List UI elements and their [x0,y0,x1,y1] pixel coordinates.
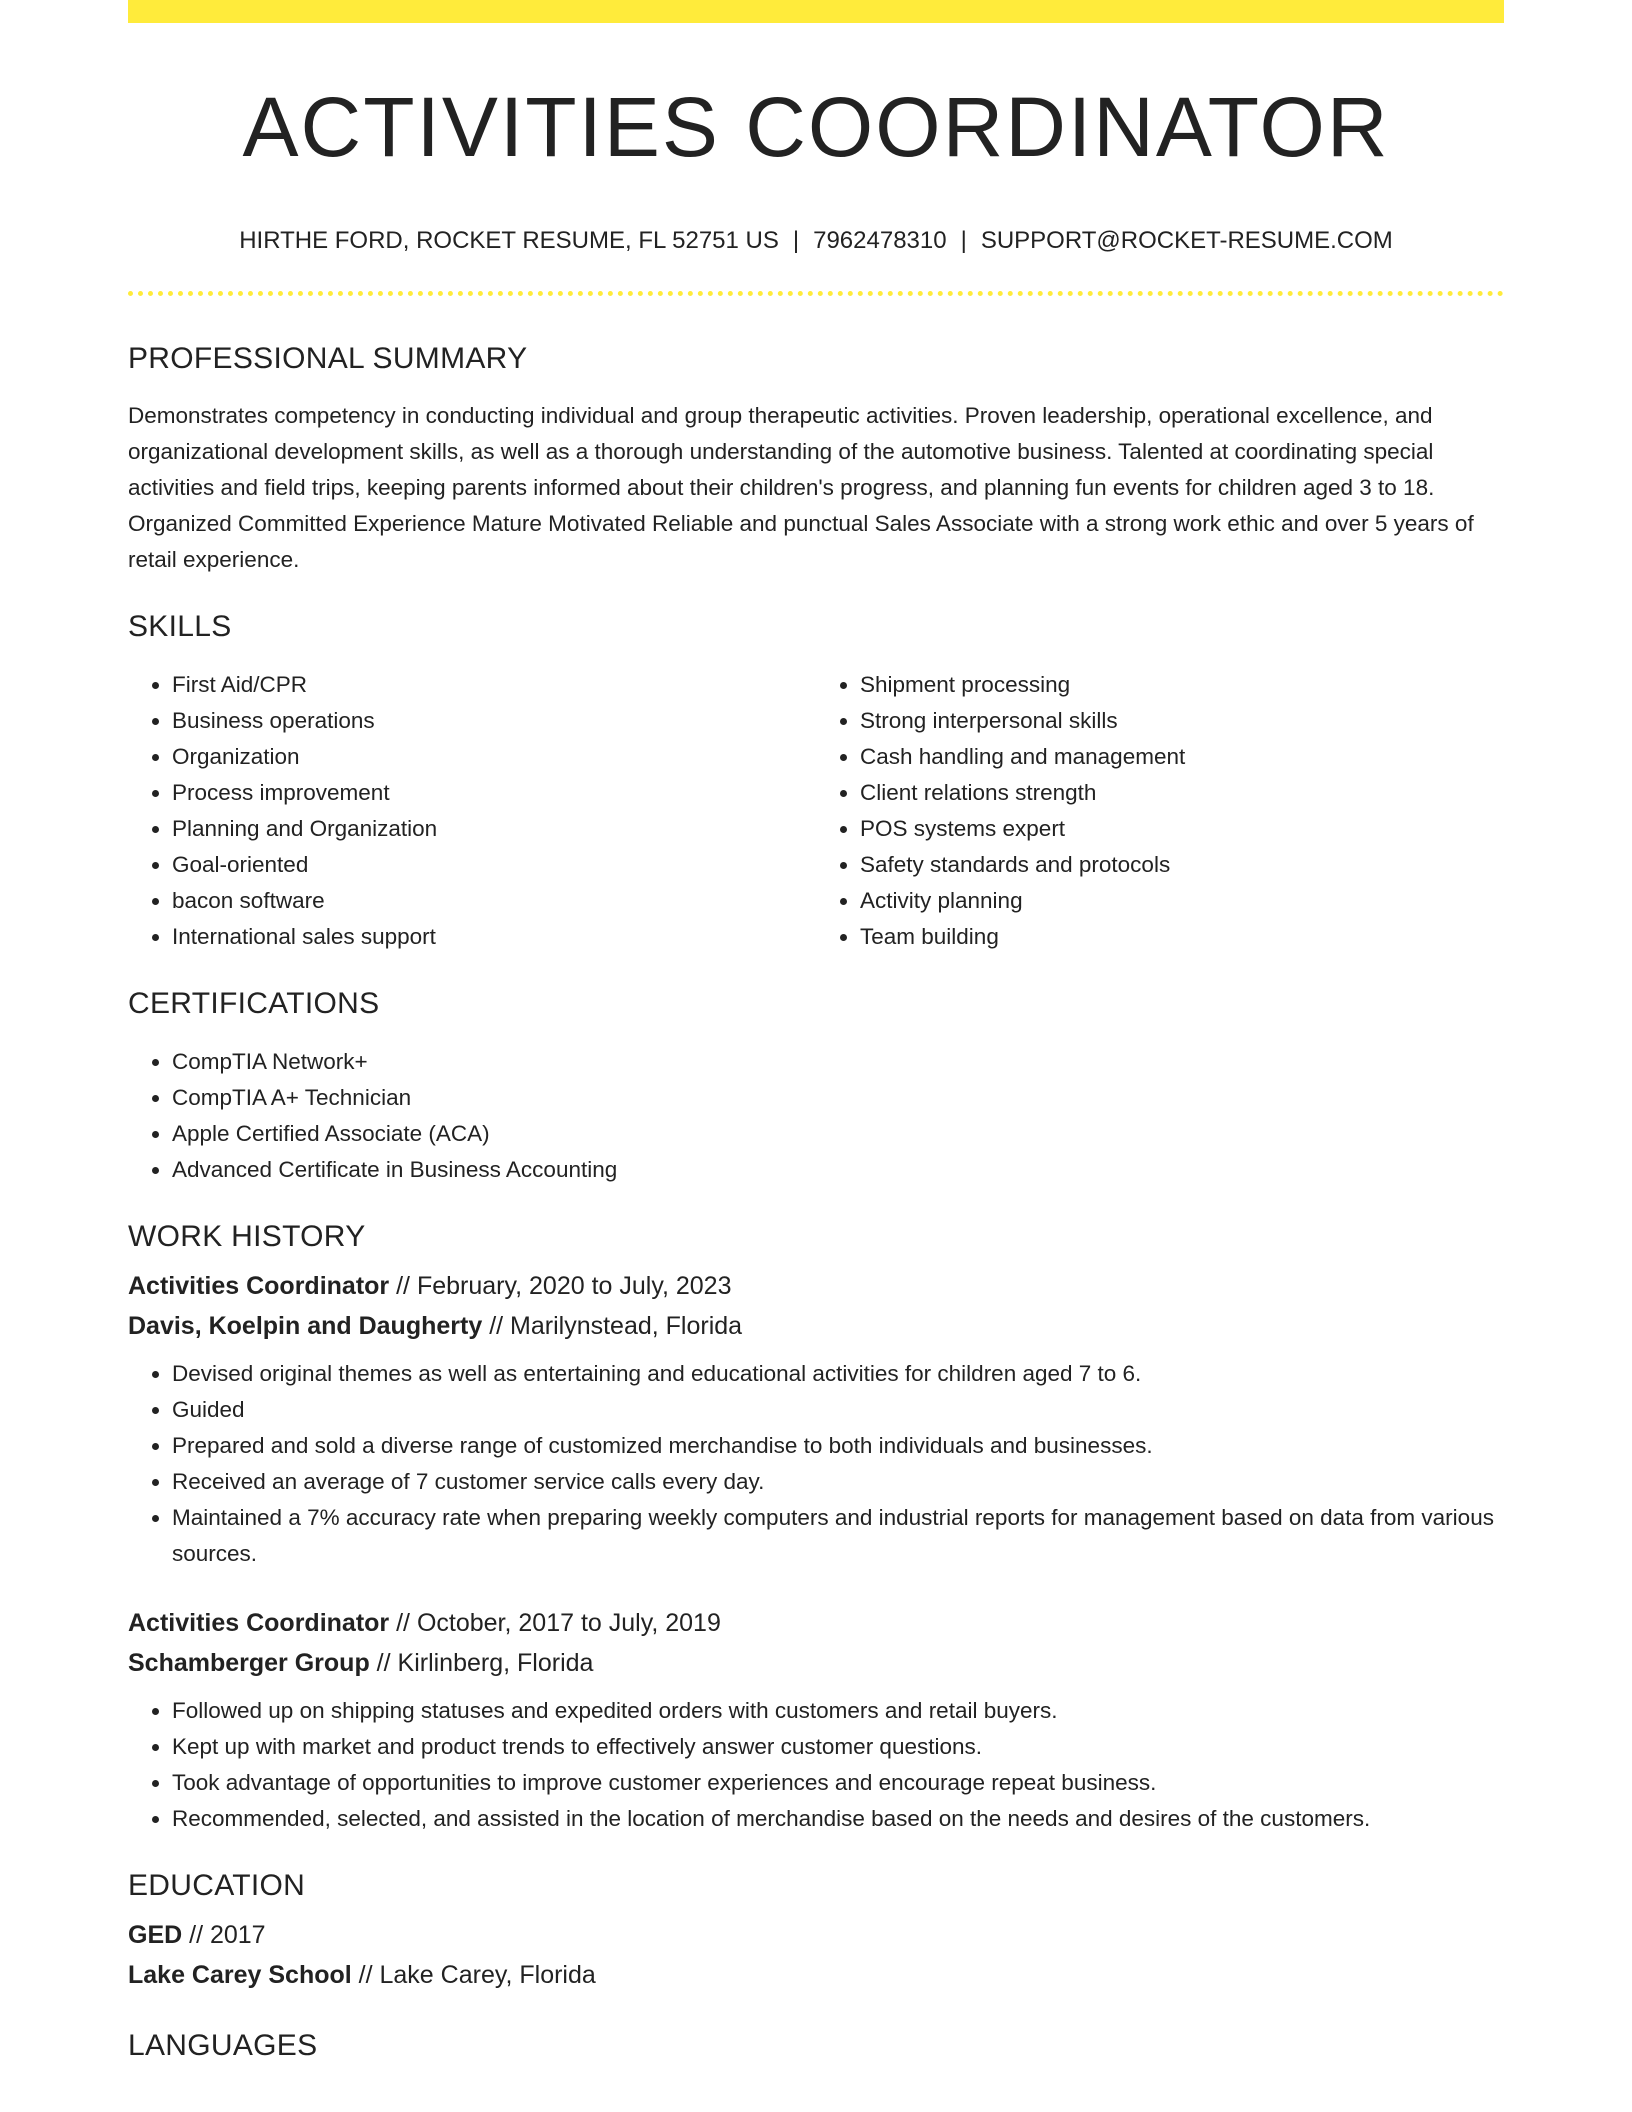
list-item: • Prepared and sold a diverse range of customized merchandise to both individuals and businesses. [172,1428,1504,1464]
job-bullets [128,1356,1504,1572]
header-divider [128,291,1504,296]
list-item: • Received an average of 7 customer service calls every day. [172,1464,1504,1500]
job-location: // Marilynstead, Florida [482,1312,743,1340]
list-item: • Kept up with market and product trends to effectively answer customer questions. [172,1729,1504,1765]
list-item: • POS systems expert [860,811,1504,847]
certifications-heading: CERTIFICATIONS [128,987,380,1020]
job-company: Schamberger Group [128,1649,370,1677]
skills-grid [128,667,1504,955]
job-dates: // February, 2020 to July, 2023 [389,1272,732,1300]
education-heading: EDUCATION [128,1869,306,1902]
list-item: • Cash handling and management [860,739,1504,775]
languages-heading: LANGUAGES [128,2029,318,2062]
list-item: • Planning and Organization [172,811,816,847]
job-entry [128,1266,1504,1572]
education-year: // 2017 [182,1921,266,1949]
job-company-line [128,1643,1504,1683]
list-item: • Activity planning [860,883,1504,919]
list-item: • Devised original themes as well as entertaining and educational activities for children aged 7 to 6. [172,1356,1504,1392]
skills-list-left [128,667,816,955]
list-item: • CompTIA A+ Technician [172,1080,1504,1116]
top-accent-bar [128,0,1504,23]
education-school: Lake Carey School [128,1961,352,1989]
contact-phone: 7962478310 [813,227,947,254]
education-degree-line [128,1915,1504,1955]
job-company-line [128,1306,1504,1346]
job-title-line [128,1266,1504,1306]
job-title-line [128,1603,1504,1643]
list-item: • Team building [860,919,1504,955]
education-entry [128,1915,1504,1995]
resume-page [128,0,1504,2061]
list-item: • Shipment processing [860,667,1504,703]
job-company: Davis, Koelpin and Daugherty [128,1312,483,1340]
list-item: • Organization [172,739,816,775]
contact-line [128,229,1504,253]
list-item: • Recommended, selected, and assisted in the location of merchandise based on the needs and desires of the customers. [172,1801,1504,1837]
list-item: • Business operations [172,703,816,739]
job-bullets [128,1693,1504,1837]
skills-list-right [816,667,1504,955]
education-school-line [128,1955,1504,1995]
list-item: • Took advantage of opportunities to improve customer experiences and encourage repeat business. [172,1765,1504,1801]
list-item: • Followed up on shipping statuses and expedited orders with customers and retail buyers. [172,1693,1504,1729]
list-item: • Goal-oriented [172,847,816,883]
list-item: • Advanced Certificate in Business Accounting [172,1152,1504,1188]
contact-separator: | [960,227,967,254]
list-item: • Safety standards and protocols [860,847,1504,883]
resume-title: ACTIVITIES COORDINATOR [242,80,1390,174]
contact-email: SUPPORT@ROCKET-RESUME.COM [980,227,1393,254]
list-item: • International sales support [172,919,816,955]
work-history-heading: WORK HISTORY [128,1220,366,1253]
job-title: Activities Coordinator [128,1272,390,1300]
list-item: • bacon software [172,883,816,919]
education-location: // Lake Carey, Florida [351,1961,596,1989]
list-item: • First Aid/CPR [172,667,816,703]
summary-heading: PROFESSIONAL SUMMARY [128,342,528,375]
certifications-list [128,1044,1504,1188]
job-dates: // October, 2017 to July, 2019 [389,1609,721,1637]
skills-heading: SKILLS [128,610,232,643]
education-degree: GED [128,1921,183,1949]
list-item: • Process improvement [172,775,816,811]
list-item: • Strong interpersonal skills [860,703,1504,739]
contact-address: HIRTHE FORD, ROCKET RESUME, FL 52751 US [239,227,779,254]
list-item: • CompTIA Network+ [172,1044,1504,1080]
summary-text: Demonstrates competency in conducting individual and group therapeutic activities. Proven leadership, operational excellence, and organizational development skills, as well as a thorough understanding of the automotive business. Talented at coordinating special activities and field trips, keeping parents informed about their children's progress, and planning fun events for children aged 3 to 18. Organized Committed Experience Mature Motivated Reliable and punctual Sales Associate with a strong work ethic and over 5 years of retail experience. [128,403,1474,572]
list-item: • Maintained a 7% accuracy rate when preparing weekly computers and industrial reports for management based on data from various sources. [172,1500,1504,1572]
list-item: • Apple Certified Associate (ACA) [172,1116,1504,1152]
contact-separator: | [792,227,800,254]
list-item: • Guided [172,1392,1504,1428]
job-location: // Kirlinberg, Florida [369,1649,594,1677]
job-title: Activities Coordinator [128,1609,390,1637]
job-entry [128,1603,1504,1837]
list-item: • Client relations strength [860,775,1504,811]
